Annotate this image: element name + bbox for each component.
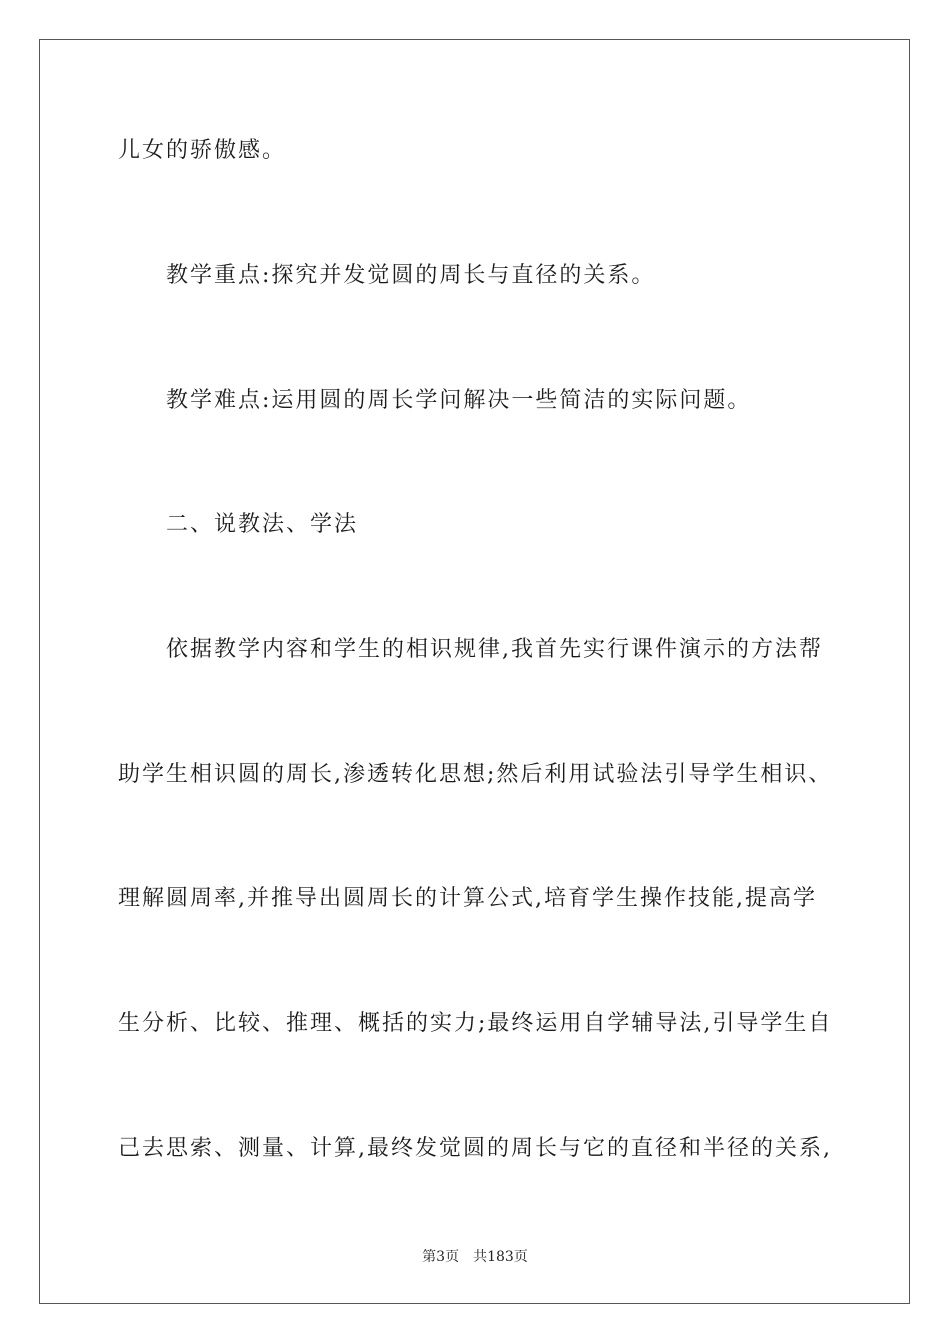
text-line: 生分析、比较、推理、概括的实力;最终运用自学辅导法,引导学生自 bbox=[118, 1011, 833, 1036]
page-border bbox=[39, 39, 910, 1304]
page-number: 第3页 bbox=[422, 1249, 460, 1265]
key-point-line: 教学重点:探究并发觉圆的周长与直径的关系。 bbox=[166, 263, 656, 288]
section-heading: 二、说教法、学法 bbox=[166, 512, 359, 537]
page-total: 共183页 bbox=[473, 1249, 528, 1265]
difficulty-line: 教学难点:运用圆的周长学问解决一些简洁的实际问题。 bbox=[166, 388, 752, 413]
text-line: 儿女的骄傲感。 bbox=[118, 138, 287, 163]
page-footer bbox=[0, 1247, 950, 1267]
text-line: 理解圆周率,并推导出圆周长的计算公式,培育学生操作技能,提高学 bbox=[118, 886, 817, 911]
text-line: 依据教学内容和学生的相识规律,我首先实行课件演示的方法帮 bbox=[166, 637, 823, 662]
text-line: 助学生相识圆的周长,渗透转化思想;然后利用试验法引导学生相识、 bbox=[118, 762, 833, 787]
text-line: 己去思索、测量、计算,最终发觉圆的周长与它的直径和半径的关系, bbox=[118, 1136, 832, 1161]
